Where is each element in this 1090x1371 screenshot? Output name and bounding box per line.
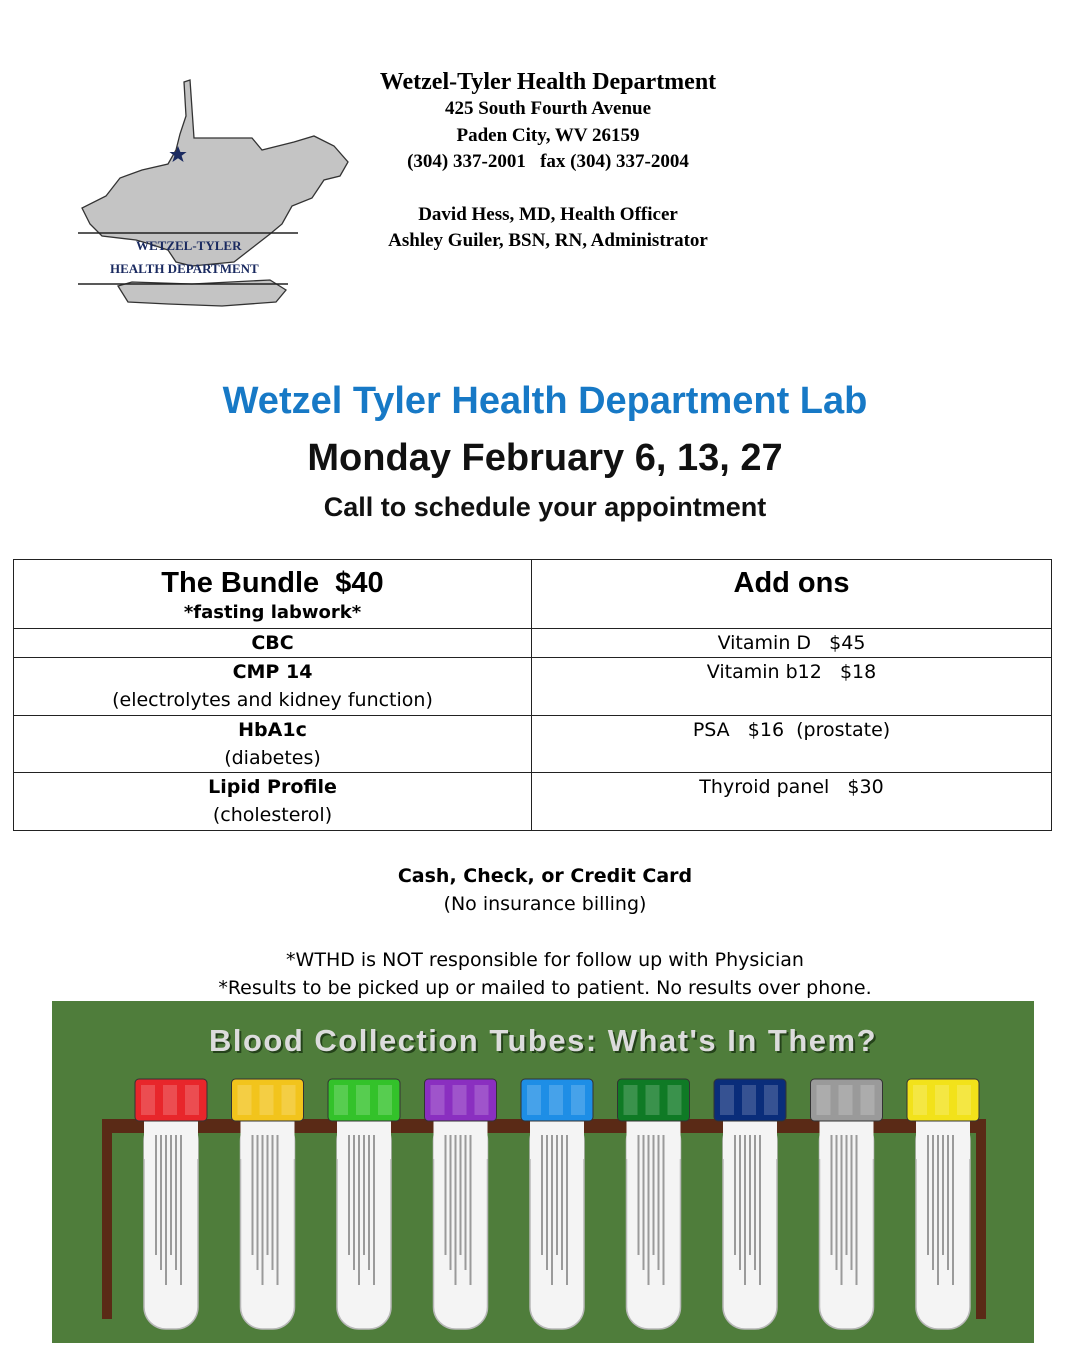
org-name: Wetzel-Tyler Health Department [379, 69, 717, 95]
bundle-item-name: CMP 14 [232, 661, 313, 683]
blood-tube [907, 1079, 979, 1329]
dates-title: Monday February 6, 13, 27 [307, 437, 783, 479]
disclaimers [0, 946, 1090, 1002]
payment-note: (No insurance billing) [443, 893, 647, 915]
blood-tube [425, 1079, 497, 1329]
payment-methods: Cash, Check, or Credit Card [397, 865, 693, 887]
table-row [14, 658, 1052, 716]
logo-text-line2: HEALTH DEPARTMENT [110, 261, 259, 276]
bundle-item-name: Lipid Profile [208, 776, 337, 798]
blood-tube [811, 1079, 883, 1329]
lab-title: Wetzel Tyler Health Department Lab [222, 380, 868, 422]
administrator: Ashley Guiler, BSN, RN, Administrator [388, 230, 708, 251]
addons-header: Add ons [733, 567, 850, 599]
bundle-item-name: HbA1c [238, 718, 307, 741]
table-row [14, 715, 1052, 773]
addon-item: Vitamin b12 $18 [706, 661, 877, 683]
bundle-header: The Bundle $40 [161, 567, 384, 599]
address: 425 South Fourth Avenue [444, 98, 652, 119]
blood-tube [232, 1079, 304, 1329]
logo-text-line1: WETZEL-TYLER [136, 238, 242, 253]
blood-tube [714, 1079, 786, 1329]
bundle-item-desc: (cholesterol) [212, 804, 333, 826]
table-header-row [14, 560, 1052, 629]
addons-header-cell [532, 560, 1052, 629]
bundle-item-name: CBC [251, 632, 294, 654]
bundle-item-desc: (diabetes) [224, 746, 321, 769]
letterhead [300, 68, 796, 255]
addon-item: Thyroid panel $30 [699, 776, 884, 798]
blood-tube [328, 1079, 400, 1329]
table-row [14, 773, 1052, 831]
phone-fax: (304) 337-2001 fax (304) 337-2004 [407, 151, 689, 172]
health-officer: David Hess, MD, Health Officer [418, 203, 678, 225]
payment-info [0, 862, 1090, 918]
addon-item: Vitamin D $45 [717, 632, 866, 654]
call-to-schedule: Call to schedule your appointment [323, 492, 767, 522]
blood-tube [135, 1079, 207, 1329]
disclaimer-line1: *WTHD is NOT responsible for follow up with Physician [286, 949, 804, 971]
city-state-zip: Paden City, WV 26159 [456, 124, 640, 146]
bundle-note: *fasting labwork* [183, 602, 362, 623]
blood-tubes-banner [52, 1001, 1034, 1343]
bundle-item-desc: (electrolytes and kidney function) [112, 689, 433, 711]
addon-item: PSA $16 (prostate) [692, 718, 891, 741]
blood-tube [521, 1079, 593, 1329]
bundle-header-cell [14, 560, 532, 629]
banner-title: Blood Collection Tubes: What's In Them? [208, 1023, 878, 1058]
table-row [14, 629, 1052, 658]
price-table [13, 559, 1052, 831]
blood-tube [618, 1079, 690, 1329]
disclaimer-line2: *Results to be picked up or mailed to patient. No results over phone. [218, 977, 872, 999]
